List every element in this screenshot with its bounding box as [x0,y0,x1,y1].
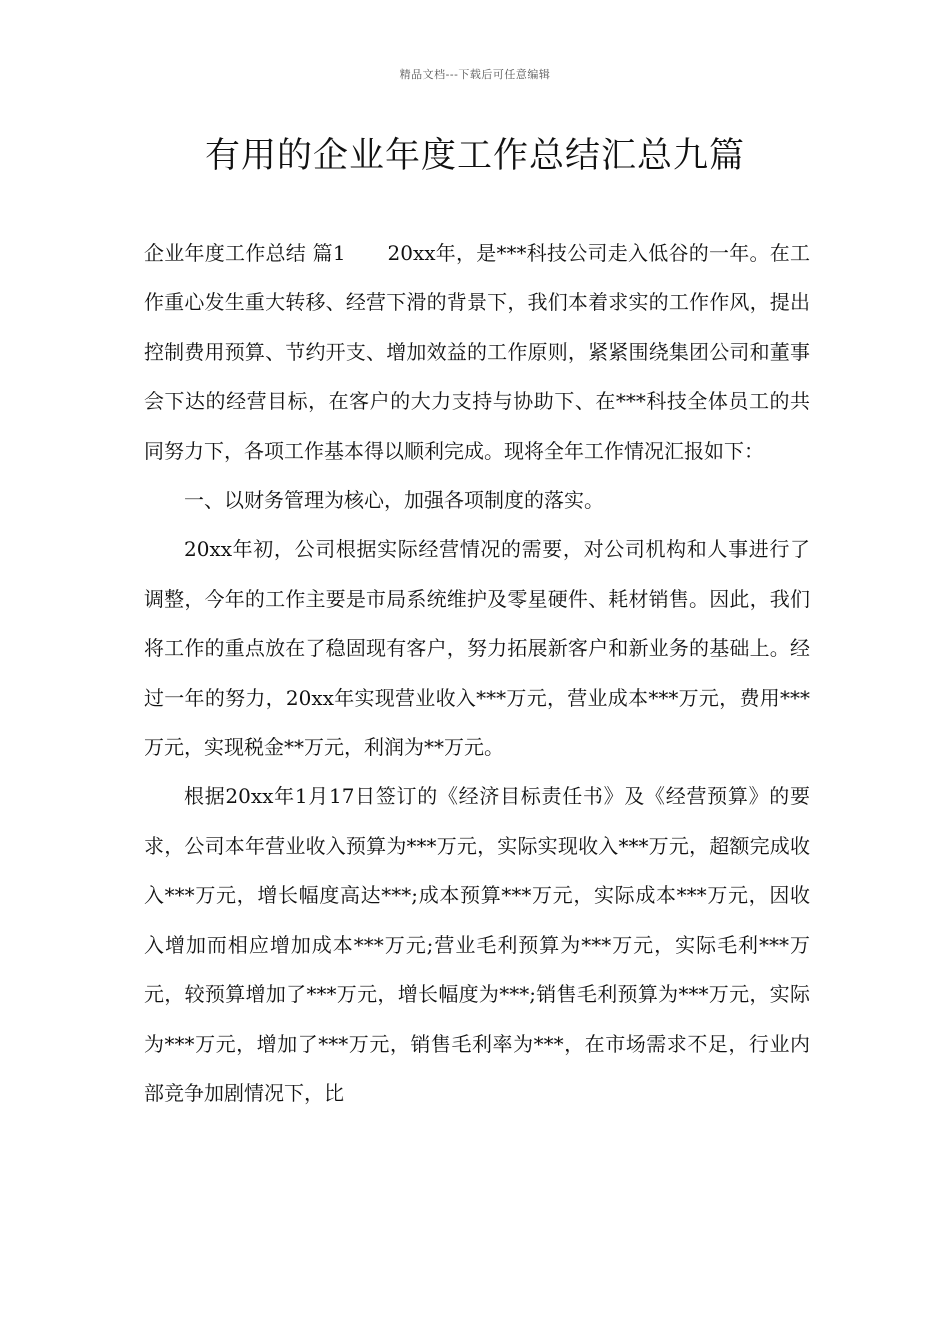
intro-paragraph [144,229,810,476]
document-body [144,229,810,1118]
intro-text: 20xx年，是***科技公司走入低谷的一年。在工作重心发生重大转移、经营下滑的背景下，我们本着求实的工作作风，提出控制费用预算、节约开支、增加效益的工作原则，紧紧围绕集团公司和董事会下达的经营目标，在客户的大力支持与协助下、在***科技全体员工的共同努力下，各项工作基本得以顺利完成。现将全年工作情况汇报如下： [144,241,810,463]
paragraph-1: 20xx年初，公司根据实际经营情况的需要，对公司机构和人事进行了调整，今年的工作主要是市局系统维护及零星硬件、耗材销售。因此，我们将工作的重点放在了稳固现有客户，努力拓展新客户和新业务的基础上。经过一年的努力，20xx年实现营业收入***万元，营业成本***万元，费用***万元，实现税金**万元，利润为**万元。 [144,537,810,760]
section-heading: 一、以财务管理为核心，加强各项制度的落实。 [184,488,604,513]
document-title: 有用的企业年度工作总结汇总九篇 [204,136,745,176]
header-note: 精品文档---下载后可任意编辑 [399,68,551,81]
intro-label: 企业年度工作总结 篇1 [144,241,346,265]
paragraph-2: 根据20xx年1月17日签订的《经济目标责任书》及《经营预算》的要求，公司本年营业收入预算为***万元，实际实现收入***万元，超额完成收入***万元，增长幅度高达***;成本预算***万元，实际成本***万元，因收入增加而相应增加成本***万元;营业毛利预算为***万元，实际毛利***万元，较预算增加了***万元，增长幅度为***;销售毛利预算为***万元，实际为***万元，增加了***万元，销售毛利率为***，在市场需求不足，行业内部竞争加剧情况下，比 [144,784,810,1105]
